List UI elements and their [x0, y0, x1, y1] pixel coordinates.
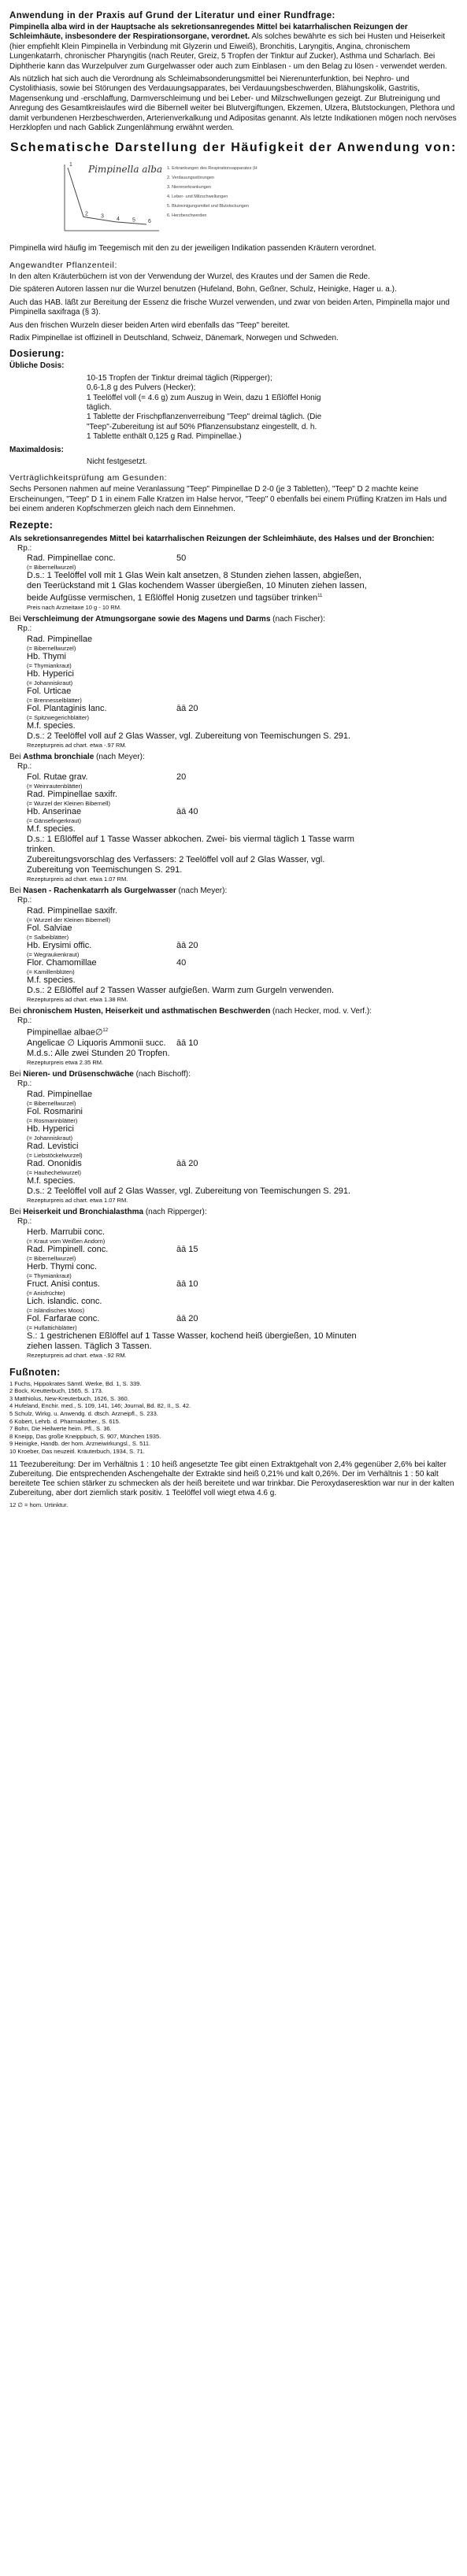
ingredient-name: Fol. Rutae grav. — [27, 772, 88, 782]
title-bold: Heiserkeit und Bronchialasthma — [23, 1207, 144, 1216]
ingredient-qty — [176, 1142, 239, 1152]
ingredient-note: (= Hauhechelwurzel) — [27, 1168, 81, 1176]
title-post: (nach Bischoff): — [133, 1069, 191, 1079]
footnote-item: 3 Matthiolus, New-Kreuterbuch, 1626, S. 360. — [9, 1394, 129, 1402]
recipe-2-title — [9, 615, 458, 624]
footnotes-heading: Fußnoten: — [9, 1366, 61, 1378]
title-pre: Bei — [9, 1207, 24, 1216]
ingredient-name: Herb. Marrubii conc. — [27, 1227, 106, 1237]
ingredient-row — [27, 923, 458, 934]
ingredient-note: (= Thymiankraut) — [27, 661, 72, 669]
ingredient-row — [27, 906, 458, 916]
dosage-max-row — [9, 446, 458, 455]
chart-legend-item: 5. Blutreinigungsmittel und Blutstockungen — [167, 204, 249, 209]
intro-heading: Anwendung in der Praxis auf Grund der Literatur und einer Rundfrage: — [9, 11, 335, 20]
recipe-5-body — [27, 1026, 458, 1066]
ingredient-note: (= Liebstöckelwurzel) — [27, 1151, 83, 1159]
footnote-item: 1 Fuchs, Hippokrates Sämtl. Werke, Bd. 1, S. 339. — [9, 1379, 142, 1387]
ingredient-name: Hb. Hyperici — [27, 1123, 74, 1134]
ingredient-note: (= Bibernellwurzel) — [27, 564, 76, 572]
title-post: (nach Hecker, mod. v. Verf.): — [270, 1006, 372, 1016]
ingredient-qty: āā 40 — [176, 806, 198, 816]
chart-legend-item: 4. Leber- und Milzschwellungen — [167, 194, 228, 200]
ingredient-name: Fol. Farfarae conc. — [27, 1313, 100, 1323]
ingredient-name: Herb. Thymi conc. — [27, 1261, 98, 1271]
intro-paragraph-1 — [9, 23, 458, 72]
recipe-directions: D.s.: 1 Eßlöffel auf 1 Tasse Wasser abkochen. Zwei- bis viermal täglich 1 Tasse warm trinken. — [27, 834, 354, 854]
footnote-item: 4 Hufeland, Enchir. med., S. 109, 141, 146; Journal, Bd. 82, II., S. 42. — [9, 1402, 191, 1410]
ingredient-note: (= Johanniskraut) — [27, 679, 73, 687]
recipe-7 — [17, 1217, 458, 1358]
ingredient-row — [27, 687, 458, 697]
ingredient-qty — [176, 1227, 239, 1238]
recipe-6-title — [9, 1070, 458, 1079]
ingredient-qty: 20 — [176, 772, 187, 782]
title-post: (nach Meyer): — [94, 752, 145, 761]
ingredient-name: Hb. Thymi — [27, 651, 66, 661]
ingredient-qty: 40 — [176, 957, 187, 968]
recipe-mf: M.f. species. — [27, 720, 76, 731]
dosage-usual-label: Übliche Dosis: — [9, 361, 65, 371]
ingredient-qty: āā 10 — [176, 1038, 198, 1048]
recipe-directions: S.: 1 gestrichenen Eßlöffel auf 1 Tasse Wasser, kochend heiß übergießen, 10 Minuten ziehen lassen. Täglich 3 Tassen. — [27, 1331, 357, 1351]
dosage-line: 0,6-1,8 g des Pulvers (Hecker); — [87, 383, 196, 393]
recipe-4-body — [27, 906, 458, 1003]
chart-legend-item: 6. Herzbeschwerden — [167, 213, 207, 219]
ingredient-row — [27, 1142, 458, 1152]
ingredient-row — [27, 1262, 458, 1272]
ingredient-row — [27, 1038, 458, 1049]
recipe-directions: D.s.: 2 Eßlöffel auf 2 Tassen Wasser aufgießen. Warm zum Gurgeln verwenden. — [27, 985, 335, 995]
recipe-price: Rezepturpreis etwa 2.35 RM. — [27, 1058, 104, 1066]
title-post: (nach Ripperger): — [143, 1207, 207, 1216]
test-text: Sechs Personen nahmen auf meine Veranlassung "Teep" Pimpinellae D 2-0 (je 3 Tabletten), "Teep" D 2 machte keine Erscheinungen, "Teep" D 1 in einem Falle Kratzen im Halse hervor, "Teep" 0 ebenfalls bei einem Prüfling Kratzen im Hals und bei einem anderen Kopfschmerzen gleich nach dem Einnehmen. — [9, 485, 447, 514]
footnote-11: 11 Teezubereitung: Der im Verhältnis 1 : 10 heiß angesetzte Tee gibt einen Extraktgehalt von 2,4% gegenüber 2,6% bei kalter Zubereitung. Die entsprechenden Aschengehalte der Extrakte sind heiß 0,21% und kalt 0,26%. Der im Verhältnis 1 : 50 kalt bereitete Tee schien stärker zu schmecken als der heiß bereitete und war trinkbar. Die Peroxydaseresktion war nur in der kalten Zubereitung, aber dort ziemlich stark positiv. 1 Teelöffel voll wiegt etwa 4.6 g. — [9, 1460, 454, 1497]
intro-paragraph-2: Als nützlich hat sich auch die Verordnung als Schleimabsonderungsmittel bei Nierenunterfunktion, bei Nephro- und Cystolithiasis, sowie bei Störungen des Verdauungsapparates, bei Verdauungsbeschwerden, Blähungskolik, Gastritis, Magensenkung und -erschlaffung, Darmverschleimung und bei Leber- und Milzschwellungen gezeigt. Zur Blutreinigung und Anregung des Gesamtkreislaufes wird die Bibernell weiter bei Blutvergiftungen, Ekzemen, Ulzera, Blutstockungen, Plethora und damit verbundenen Herzbeschwerden, Arterienverkalkung und Adipositas genannt. Als letzte Indikationen mögen noch nervöses Herzklopfen und nach Gablick Zungenlähmung erwähnt werden. — [9, 75, 457, 133]
rp-label: Rp.: — [17, 624, 32, 634]
ingredient-qty — [176, 906, 239, 916]
ingredient-name: Lich. islandic. conc. — [27, 1296, 102, 1306]
ingredient-name: Fol. Rosmarini — [27, 1106, 83, 1116]
parts-p5: Radix Pimpinellae ist offizinell in Deutschland, Schweiz, Dänemark, Norwegen und Schweden. — [9, 333, 339, 342]
ingredient-name: Fol. Urticae — [27, 686, 72, 696]
footnote-item: 8 Kneipp, Das große Kneippbuch, S. 907, München 1935. — [9, 1432, 161, 1440]
test-heading: Verträglichkeitsprüfung am Gesunden: — [9, 473, 168, 483]
ingredient-row — [27, 1107, 458, 1117]
ingredient-name: Rad. Ononidis — [27, 1158, 82, 1168]
ingredient-note: (= Wurzel der Kleinen Bibernell) — [27, 916, 110, 923]
title-bold: Nieren- und Drüsenschwäche — [23, 1069, 134, 1079]
ingredient-name: Flor. Chamomillae — [27, 957, 97, 968]
ingredient-note: (= Thymiankraut) — [27, 1271, 72, 1279]
title-post: (nach Meyer): — [176, 886, 228, 895]
ingredient-name: Rad. Pimpinellae saxifr. — [27, 905, 117, 916]
chart-title: Pimpinella alba — [88, 164, 163, 176]
recipe-1-price: Preis nach Arzneitaxe 10 g - 10 RM. — [27, 604, 122, 612]
ingredient-row — [27, 1026, 458, 1038]
ingredient-row — [27, 958, 458, 968]
title-pre: Bei — [9, 1069, 24, 1079]
recipe-mf: M.f. species. — [27, 1175, 76, 1186]
ingredient-row — [27, 807, 458, 817]
recipe-1 — [17, 544, 458, 611]
ingredient-row — [27, 1227, 458, 1238]
chart-point-label: 1 — [69, 162, 72, 168]
chart-point-label: 5 — [132, 217, 135, 224]
ingredient-qty — [176, 1026, 239, 1038]
ingredient-row — [27, 635, 458, 645]
ingredient-note: (= Johanniskraut) — [27, 1134, 73, 1142]
title-pre: Bei — [9, 886, 24, 895]
intro-rest: Als solches bewährte es sich bei Husten und Heiserkeit (hier empfiehlt Klein Pimpinella in Verbindung mit Glyzerin und Eiweiß), Bronchitis, Laryngitis, Angina, chronischem Lungenkatarrh, chronischer Pharyngitis (nach Reuter, Greiz, 5 Tropfen der Tinktur auf Zucker), Asthma und Scharlach. Bei Diphtherie kann das Wurzelpulver zum Gurgelwasser oder auch zum Einblasen - um den Belag zu lösen - verwendet werden. — [9, 32, 447, 71]
footnote-item: 7 Bohn, Die Heilwerte heim. Pfl., S. 36. — [9, 1425, 112, 1433]
recipe-3 — [17, 762, 458, 882]
ingredient-row — [27, 1124, 458, 1134]
ingredient-qty: āā 20 — [176, 1313, 198, 1323]
ingredient-qty: āā 10 — [176, 1279, 198, 1289]
ingredient-name: Rad. Pimpinell. conc. — [27, 1244, 109, 1254]
ingredient-note: (= Huflattichblätter) — [27, 1323, 77, 1331]
recipe-6-body — [27, 1090, 458, 1204]
dosage-line: 1 Teelöffel voll (= 4.6 g) zum Auszug in Wein, dazu 1 Eßlöffel Honig täglich. — [87, 393, 321, 412]
dosage-usual-lines — [87, 374, 458, 442]
ingredient-qty: āā 20 — [176, 940, 198, 950]
title-bold: chronischem Husten, Heiserkeit und asthmatischen Beschwerden — [23, 1006, 271, 1016]
ingredient-name: Angelicae ∅ Liquoris Ammonii succ. — [27, 1038, 166, 1048]
title-pre: Bei — [9, 615, 24, 624]
frequency-chart — [57, 158, 458, 241]
ingredient-name: Fruct. Anisi contus. — [27, 1279, 100, 1289]
ingredient-row — [27, 772, 458, 783]
recipe-mf: M.f. species. — [27, 975, 76, 985]
recipe-1-directions — [27, 571, 373, 604]
ingredient-qty — [176, 923, 239, 934]
dosage-line: 1 Tablette der Frischpflanzenverreibung "Teep" dreimal täglich. (Die "Teep"-Zubereitung ist auf 50% Pflanzensubstanz eingestellt, d. h. 1 Tablette enthält 0,125 g Rad. Pimpinellae.) — [87, 413, 322, 442]
ingredient-note: (= Kamillenblüten) — [27, 968, 75, 975]
recipe-5-title — [9, 1007, 458, 1016]
recipe-price: Rezepturpreis ad chart. etwa -.92 RM. — [27, 1351, 127, 1359]
recipe-2 — [17, 624, 458, 748]
ingredient-note: (= Wegraukenkraut) — [27, 950, 80, 958]
recipe-4-title — [9, 886, 458, 896]
ingredient-note: (= Wurzel der Kleinen Bibernell) — [27, 799, 110, 807]
ingredient-name: Fol. Salviae — [27, 923, 72, 933]
footnote-list — [9, 1380, 458, 1456]
ingredient-row — [27, 553, 458, 564]
chart-point-label: 6 — [148, 219, 151, 225]
dosage-line: 10-15 Tropfen der Tinktur dreimal täglich (Ripperger); — [87, 373, 272, 383]
recipe-4 — [17, 896, 458, 1002]
ingredient-qty — [176, 669, 239, 679]
recipe-3-title — [9, 753, 458, 762]
footnote-item: 9 Heinigke, Handb. der hom. Arzneiwirkungsl., S. 511. — [9, 1440, 151, 1448]
recipe-directions: M.d.s.: Alle zwei Stunden 20 Tropfen. — [27, 1048, 170, 1058]
ingredient-note: (= Gänsefingerkraut) — [27, 816, 81, 824]
dosage-table — [9, 361, 458, 467]
title-bold: Nasen - Rachenkatarrh als Gurgelwasser — [23, 886, 176, 895]
ingredient-note: (= Salbeiblätter) — [27, 933, 69, 941]
ingredient-qty: āā 20 — [176, 703, 198, 713]
ingredient-qty — [176, 687, 239, 697]
ingredient-note: (= Isländisches Moos) — [27, 1306, 85, 1314]
ingredient-row — [27, 652, 458, 662]
ingredient-note: (= Anisfrüchte) — [27, 1289, 65, 1297]
ingredient-row — [27, 1245, 458, 1255]
footnote-item: 6 Kobert, Lehrb. d. Pharmakother., S. 615. — [9, 1417, 120, 1425]
ingredient-row — [27, 669, 458, 679]
recipe-7-body — [27, 1227, 458, 1359]
ingredient-qty — [176, 790, 239, 800]
recipe-5 — [17, 1016, 458, 1066]
ingredient-note: (= Bibernellwurzel) — [27, 1254, 76, 1262]
rp-label: Rp.: — [17, 1217, 32, 1227]
footnote-item: 5 Schulz, Wirkg. u. Anwendg. d. dtsch. Arzneipfl., S. 233. — [9, 1409, 158, 1417]
recipe-3-body — [27, 772, 458, 883]
ingredient-name: Rad. Pimpinellae — [27, 634, 93, 644]
parts-p1: In den alten Kräuterbüchern ist von der Verwendung der Wurzel, des Krautes und der Samen die Rede. — [9, 272, 370, 281]
rp-label: Rp.: — [17, 544, 32, 553]
ingredient-note: (= Rosmarinblätter) — [27, 1116, 78, 1124]
dosage-heading: Dosierung: — [9, 348, 65, 360]
ingredient-row — [27, 941, 458, 951]
recipe-directions: D.s.: 2 Teelöffel voll auf 2 Glas Wasser, vgl. Zubereitung von Teemischungen S. 291. — [27, 731, 351, 741]
ingredient-name: Rad. Pimpinellae saxifr. — [27, 789, 117, 799]
footnote-ref: 12 — [102, 1028, 109, 1034]
ingredient-name: Hb. Hyperici — [27, 668, 74, 679]
rp-label: Rp.: — [17, 762, 32, 772]
chart-legend-item: 2. Verdauungsstörungen — [167, 176, 214, 181]
ingredient-note: (= Spitzwegerichblätter) — [27, 713, 89, 721]
ingredient-note: (= Bibernellwurzel) — [27, 644, 76, 652]
ingredient-row — [27, 1297, 458, 1307]
recipe-price: Rezepturpreis ad chart. etwa 1.07 RM. — [27, 1196, 128, 1204]
title-pre: Bei — [9, 752, 24, 761]
parts-p3: Auch das HAB. läßt zur Bereitung der Essenz die frische Wurzel verwenden, und zwar von beiden Arten, Pimpinella major und Pimpinella saxifraga (§ 3). — [9, 298, 450, 317]
ingredient-note: (= Bibernellwurzel) — [27, 1099, 76, 1107]
recipe-6 — [17, 1079, 458, 1203]
footnote-12: 12 ∅ = hom. Urtinktur. — [9, 1501, 69, 1508]
chart-legend-item: 3. Nierenerkrankungen — [167, 185, 211, 191]
ingredient-qty — [176, 1124, 239, 1134]
title-post: (nach Fischer): — [270, 615, 325, 624]
ingredient-name: Rad. Levistici — [27, 1141, 79, 1151]
parts-p2: Die späteren Autoren lassen nur die Wurzel benutzen (Hufeland, Bohn, Geßner, Schulz, Heinigke, Hager u. a.). — [9, 285, 397, 294]
chart-point-label: 3 — [101, 214, 104, 220]
recipe-2-body — [27, 635, 458, 749]
title-bold: Asthma bronchiale — [23, 752, 95, 761]
recipe-1-title: Als sekretionsanregendes Mittel bei katarrhalischen Reizungen der Schleimhäute, des Halses und der Bronchien: — [9, 534, 435, 543]
chart-legend-item: 1. Erkrankungen des Respirationsapparates (H — [167, 166, 258, 172]
ingredient-name: Rad. Pimpinellae conc. — [27, 553, 116, 564]
recipe-price: Rezepturpreis ad chart. etwa 1.07 RM. — [27, 875, 128, 883]
ingredient-row — [27, 1159, 458, 1169]
ingredient-note: (= Kraut vom Weißen Andorn) — [27, 1237, 106, 1245]
ingredient-note: (= Weinrautenblätter) — [27, 782, 83, 790]
title-pre: Bei — [9, 1006, 24, 1016]
recipe-7-title — [9, 1208, 458, 1217]
chart-point-label: 4 — [117, 217, 120, 223]
footnote-item: 2 Bock, Kreutterbuch, 1565, S. 173. — [9, 1387, 103, 1395]
ingredient-qty — [176, 652, 239, 662]
rp-label: Rp.: — [17, 896, 32, 905]
ingredient-row — [27, 704, 458, 714]
recipe-directions-2: Zubereitungsvorschlag des Verfassers: 2 Teelöffel voll auf 2 Glas Wasser, vgl. Zubereitung von Teemischungen S. 291. — [27, 854, 325, 875]
rp-label: Rp.: — [17, 1016, 32, 1025]
dosage-usual-row — [9, 361, 458, 371]
ingredient-qty — [176, 1107, 239, 1117]
ingredient-name: Fol. Plantaginis lanc. — [27, 703, 107, 713]
ingredient-note: (= Brennesselblätter) — [27, 696, 82, 704]
schema-after-text: Pimpinella wird häufig im Teegemisch mit den zu der jeweiligen Indikation passenden Kräutern verordnet. — [9, 244, 376, 254]
ingredient-row — [27, 1279, 458, 1290]
recipe-directions: D.s.: 2 Teelöffel voll auf 2 Glas Wasser, vgl. Zubereitung von Teemischungen S. 291. — [27, 1186, 351, 1196]
ingredient-qty — [176, 1297, 239, 1307]
footnote-ref: 11 — [317, 594, 323, 599]
dosage-max-label: Maximaldosis: — [9, 445, 64, 454]
ingredient-row — [27, 1314, 458, 1324]
recipes-heading: Rezepte: — [9, 519, 54, 531]
schema-heading: Schematische Darstellung der Häufigkeit der Anwendung von: — [10, 141, 457, 155]
rp-label: Rp.: — [17, 1079, 32, 1089]
ingredient-row — [27, 790, 458, 800]
recipe-price: Rezepturpreis ad chart. etwa -.97 RM. — [27, 741, 127, 749]
frequency-chart-svg — [57, 158, 261, 237]
ingredient-name: Pimpinellae albae∅$^{12}$ — [27, 1027, 109, 1038]
dosage-max-text: Nicht festgesetzt. — [87, 457, 147, 466]
directions-text: D.s.: 1 Teelöffel voll mit 1 Glas Wein kalt ansetzen, 8 Stunden ziehen lassen, abgießen, den Teerückstand mit 1 Glas kochendem Wasser übergießen, 10 Minuten ziehen lassen, beide Aufgüsse vermischen, 1 Eßlöffel Honig zusetzen und tagsüber trinken — [27, 571, 367, 604]
ingredient-name: Rad. Pimpinellae — [27, 1089, 93, 1099]
footnote-item: 10 Kroeber, Das neuzeitl. Kräuterbuch, 1934, S. 71. — [9, 1447, 145, 1455]
ingredient-qty — [176, 1262, 239, 1272]
ingredient-row — [27, 1090, 458, 1100]
recipe-price: Rezepturpreis ad chart. etwa 1.38 RM. — [27, 995, 128, 1003]
ingredient-qty: 50 — [176, 553, 187, 564]
title-bold: Verschleimung der Atmungsorgane sowie des Magens und Darms — [23, 615, 271, 624]
recipe-mf: M.f. species. — [27, 824, 76, 834]
ingredient-name: Hb. Anserinae — [27, 806, 82, 816]
chart-point-label: 2 — [85, 211, 88, 217]
ingredient-name: Hb. Erysimi offic. — [27, 940, 92, 950]
ingredient-qty: āā 15 — [176, 1244, 198, 1254]
ingredient-qty — [176, 635, 239, 645]
ingredient-qty: āā 20 — [176, 1158, 198, 1168]
intro-bold: Pimpinella alba wird in der Hauptsache als sekretionsanregendes Mittel bei katarrhalischen Reizungen der Schleimhäute, insbesondere der Respirationsorgane, verordnet. — [9, 23, 408, 42]
ingredient-qty — [176, 1090, 239, 1100]
parts-p4: Aus den frischen Wurzeln dieser beiden Arten wird ebenfalls das "Teep" bereitet. — [9, 320, 291, 330]
parts-heading: Angewandter Pflanzenteil: — [9, 260, 117, 270]
